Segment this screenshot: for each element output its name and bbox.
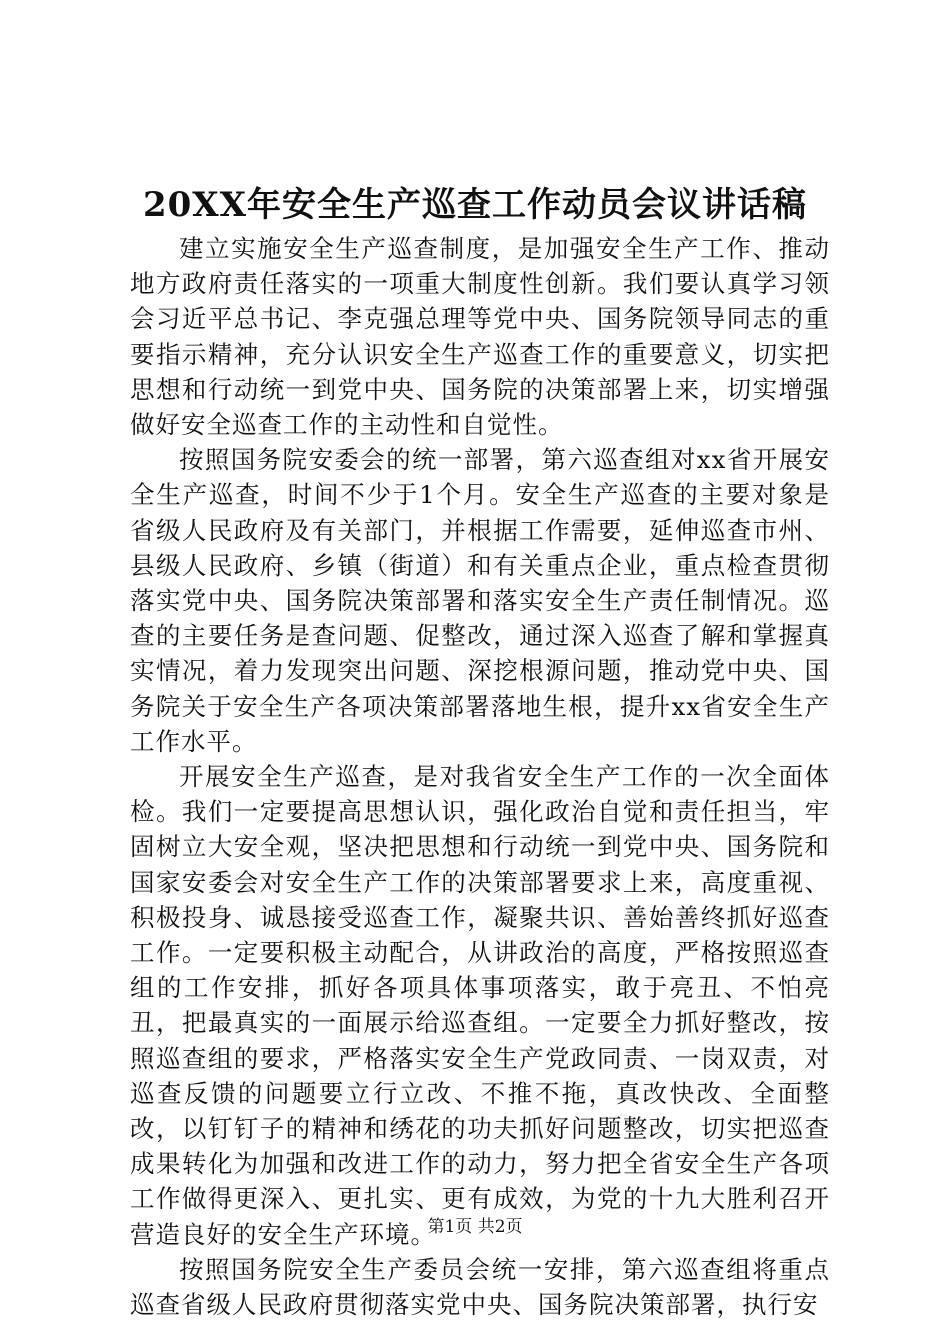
paragraph-2: 按照国务院安委会的统一部署，第六巡查组对xx省开展安全生产巡查，时间不少于1个月。安全生产巡查的主要对象是省级人民政府及有关部门，并根据工作需要，延伸巡查市州、县级人民政府、乡镇（街道）和有关重点企业，重点检查贯彻落实党中央、国务院决策部署和落实安全生产责任制情况。巡查的主要任务是查问题、促整改，通过深入巡查了解和掌握真实情况，着力发现突出问题、深挖根源问题，推动党中央、国务院关于安全生产各项决策部署落地生根，提升xx省安全生产工作水平。 [130, 445, 830, 756]
document-body [130, 231, 830, 1322]
paragraph-3: 开展安全生产巡查，是对我省安全生产工作的一次全面体检。我们一定要提高思想认识，强化政治自觉和责任担当，牢固树立大安全观，坚决把思想和行动统一到党中央、国务院和国家安委会对安全生产工作的决策部署要求上来，高度重视、积极投身、诚恳接受巡查工作，凝聚共识、善始善终抓好巡查工作。一定要积极主动配合，从讲政治的高度，严格按照巡查组的工作安排，抓好各项具体事项落实，敢于亮丑、不怕亮丑，把最真实的一面展示给巡查组。一定要全力抓好整改，按照巡查组的要求，严格落实安全生产党政同责、一岗双责，对巡查反馈的问题要立行立改、不推不拖，真改快改、全面整改，以钉钉子的精神和绣花的功夫抓好问题整改，切实把巡查成果转化为加强和改进工作的动力，努力把全省安全生产各项工作做得更深入、更扎实、更有成效，为党的十九大胜利召开营造良好的安全生产环境。 [130, 762, 830, 1249]
paragraph-4: 按照国务院安全生产委员会统一安排，第六巡查组将重点巡查省级人民政府贯彻落实党中央、国务院决策部署，执行安 [130, 1254, 830, 1320]
document-title: 20XX年安全生产巡查工作动员会议讲话稿 [142, 185, 808, 225]
paragraph-1: 建立实施安全生产巡查制度，是加强安全生产工作、推动地方政府责任落实的一项重大制度性创新。我们要认真学习领会习近平总书记、李克强总理等党中央、国务院领导同志的重要指示精神，充分认识安全生产巡查工作的重要意义，切实把思想和行动统一到党中央、国务院的决策部署上来，切实增强做好安全巡查工作的主动性和自觉性。 [130, 234, 830, 440]
page-number: 第1页 共2页 [427, 1217, 523, 1237]
